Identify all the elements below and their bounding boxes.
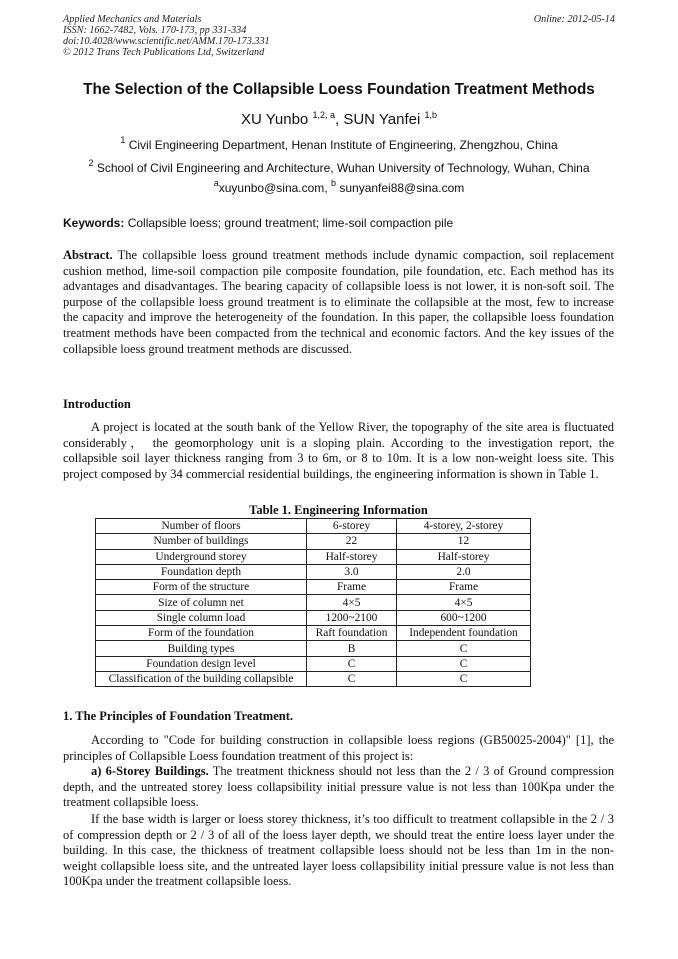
table-cell: 22 [307,534,397,549]
table-cell: 6-storey [307,519,397,534]
table-cell: 4×5 [397,595,531,610]
table-cell: Number of buildings [96,534,307,549]
table-cell: 4×5 [307,595,397,610]
abstract-label: Abstract. [63,248,113,262]
table-cell: C [307,671,397,686]
keywords-label: Keywords: [63,216,125,230]
table-row [96,595,531,610]
section-1-item-a [63,764,614,811]
table-cell: C [397,656,531,671]
email-line [40,178,638,195]
table-cell: Number of floors [96,519,307,534]
issn-line: ISSN: 1662-7482, Vols. 170-173, pp 331-334 [63,25,247,36]
email-address[interactable]: xuyunbo@sina.com [218,181,325,195]
affiliation-2 [40,158,638,175]
table-cell: Form of the foundation [96,626,307,641]
table-cell: Form of the structure [96,580,307,595]
table-cell: B [307,641,397,656]
table-cell: 3.0 [307,564,397,579]
author-superscript: 1,b [424,110,437,120]
table-cell: Half-storey [307,549,397,564]
table-cell: Classification of the building collapsible [96,671,307,686]
table-row [96,610,531,625]
introduction-heading: Introduction [63,397,131,411]
table-row [96,656,531,671]
engineering-info-table [95,518,531,687]
item-a-text: The treatment thickness should not less than the 2 / 3 of Ground compression depth, and the untreated storey loess collapsibility initial pressure value is not less than 100Kpa under the treatment collapsible loess. [63,764,614,810]
table-cell: Frame [307,580,397,595]
affiliation-text: School of Civil Engineering and Architecture, Wuhan University of Technology, Wuhan, China [96,161,590,175]
affiliation-text: Civil Engineering Department, Henan Institute of Engineering, Zhengzhou, China [128,138,558,152]
table-cell: 600~1200 [397,610,531,625]
keywords-line [63,216,453,230]
table-row [96,641,531,656]
table-row [96,626,531,641]
section-1-heading: 1. The Principles of Foundation Treatment. [63,709,293,723]
table-cell: Single column load [96,610,307,625]
table-cell: C [397,641,531,656]
paper-title: The Selection of the Collapsible Loess Foundation Treatment Methods [83,81,595,98]
table-cell: Frame [397,580,531,595]
table-row [96,534,531,549]
table-cell: C [307,656,397,671]
affiliation-1 [40,135,638,152]
table-row [96,549,531,564]
table-cell: Half-storey [397,549,531,564]
table-cell: Foundation design level [96,656,307,671]
copyright-line: © 2012 Trans Tech Publications Ltd, Switzerland [63,47,265,58]
table-cell: C [397,671,531,686]
table-header-row [96,519,531,534]
abstract-paragraph [63,248,614,357]
table-cell: Size of column net [96,595,307,610]
table-cell: 4-storey, 2-storey [397,519,531,534]
email-separator: , [324,181,331,195]
section-1-paragraph-3: If the base width is larger or loess storey thickness, it’s too difficult to treatment collapsible in the 2 / 3 of compression depth or 2 / 3 of all of the loess layer depth, we should treat the entire loess layer under the building. In this case, the thickness of treatment collapsible loess should not be less than 1m in the non-weight collapsible loess site, and the untreated layer loess collapsibility initial pressure value is not less than 100Kpa under the treatment collapsible loess. [63,812,614,889]
table-cell: 2.0 [397,564,531,579]
table-row [96,564,531,579]
email-superscript: a [213,178,219,188]
table-cell: Raft foundation [307,626,397,641]
affiliation-superscript: 2 [88,158,94,168]
author-line [40,111,638,128]
table-cell: Underground storey [96,549,307,564]
email-address[interactable]: sunyanfei88@sina.com [339,181,465,195]
abstract-text: The collapsible loess ground treatment methods include dynamic compaction, soil replacement cushion method, lime-soil compaction pile composite foundation, pile foundation, etc. Each method has its advantages and disadvantages. The bearing capacity of collapsible loess is not lower, it is non-soft soil. The purpose of the collapsible loess ground treatment is to eliminate the collapsible at the most, few to increase the capacity and improve the heterogeneity of the foundation. In this paper, the collapsible loess foundation treatment methods have been compacted from the technical and economic factors. And the key issues of the collapsible loess ground treatment methods are discussed. [63,248,614,356]
table-row [96,580,531,595]
email-superscript: b [330,178,336,188]
table-cell: 1200~2100 [307,610,397,625]
author-superscript: 1,2, a [312,110,335,120]
table-cell: Foundation depth [96,564,307,579]
doi-line: doi:10.4028/www.scientific.net/AMM.170-173.331 [63,36,270,47]
introduction-paragraph: A project is located at the south bank of the Yellow River, the topography of the site area is fluctuated considerably， the geomorphology unit is a sloping plain. According to the investigation report, the collapsible soil layer thickness ranging from 3 to 6m, or 8 to 10m. It is a low non-weight loess site. This project composed by 34 commercial residential buildings, the engineering information is shown in Table 1. [63,420,614,481]
author-separator: , [334,111,344,128]
author-name: SUN Yanfei [343,111,421,128]
online-date: Online: 2012-05-14 [533,14,615,25]
keywords-text: Collapsible loess; ground treatment; lime-soil compaction pile [127,216,454,230]
table-cell: Building types [96,641,307,656]
table-cell: 12 [397,534,531,549]
section-1-paragraph-1: According to "Code for building construction in collapsible loess regions (GB50025-2004)" [1], the principles of Collapsible Loess foundation treatment of this project is: [63,733,614,763]
table-cell: Independent foundation [397,626,531,641]
table-row [96,671,531,686]
journal-header [63,14,270,58]
item-a-label: a) 6-Storey Buildings. [91,764,209,778]
author-name: XU Yunbo [240,111,309,128]
journal-name: Applied Mechanics and Materials [63,14,202,25]
table-caption: Table 1. Engineering Information [249,503,428,517]
affiliation-superscript: 1 [120,135,126,145]
